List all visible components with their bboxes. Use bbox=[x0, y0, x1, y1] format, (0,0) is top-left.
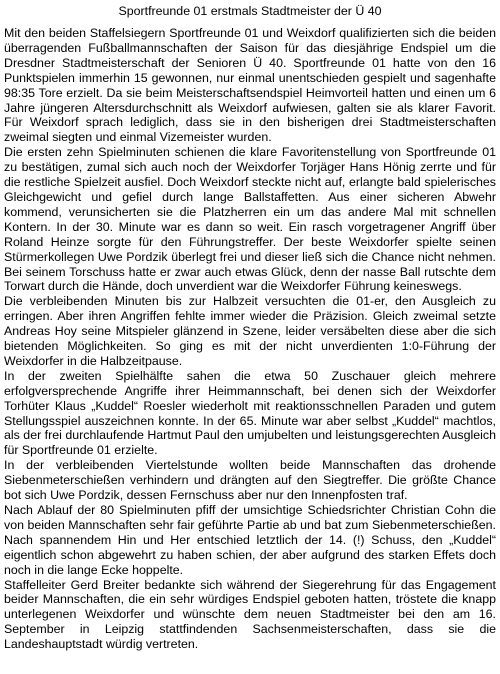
paragraph-penalty-shootout: Nach Ablauf der 80 Spielminuten pfiff der umsichtige Schiedsrichter Christian Cohn die von beiden Mannschaften sehr fair geführte Partie ab und bat zum Siebenmeterschießen. Nach spannendem Hin und Her entschied letztlich der 14. (!) Schuss, den „Kuddel“ eigentlich schon abgewehrt zu haben schien, der aber aufgrund des starken Effets doch noch in die lange Ecke hoppelte. bbox=[4, 503, 496, 577]
paragraph-final-quarter: In der verbleibenden Viertelstunde wollten beide Mannschaften das drohende Siebenmeterschießen verhindern und drängten auf den Siegtreffer. Die größte Chance bot sich Uwe Pordzik, dessen Fernschuss aber nur den Innenpfosten traf. bbox=[4, 458, 496, 503]
paragraph-second-half: In der zweiten Spielhälfte sahen die etwa 50 Zuschauer gleich mehrere erfolgversprechende Angriffe ihrer Heimmannschaft, bei denen sich der Weixdorfer Torhüter Klaus „Kuddel“ Roesler wiederholt mit reaktionsschnellen Paraden und gutem Stellungsspiel auszeichnen konnte. In der 65. Minute war aber selbst „Kuddel“ machtlos, als der frei durchlaufende Hartmut Paul den umjubelten und leistungsgerechten Ausgleich für Sportfreunde 01 erzielte. bbox=[4, 368, 496, 458]
paragraph-award-ceremony: Staffelleiter Gerd Breiter bedankte sich während der Siegerehrung für das Engagement beider Mannschaften, die ein sehr würdiges Endspiel geboten hatten, tröstete die knapp unterlegenen Weixdorfer und wünschte dem neuen Stadtmeister bei den am 16. September in Leipzig stattfindenden Sachsenmeisterschaften, dass sie die Landeshauptstadt würdig vertreten. bbox=[4, 577, 496, 652]
paragraph-intro: Mit den beiden Staffelsiegern Sportfreunde 01 und Weixdorf qualifizierten sich die beiden überragenden Fußballmannschaften der Saison für das diesjährige Endspiel um die Dresdner Stadtmeisterschaft der Senioren Ü 40. Sportfreunde 01 hatte von den 16 Punktspielen immerhin 15 gewonnen, nur einmal unentschieden gespielt und sagenhafte 98:35 Tore erzielt. Da sie beim Meisterschaftsendspiel Heimvorteil hatten und einen um 6 Jahre jüngeren Altersdurchschnitt als Weixdorf aufwiesen, galten sie als klarer Favorit. Für Weixdorf sprach lediglich, dass sie in den bisherigen drei Stadtmeisterschaften zweimal siegten und einmal Vizemeister wurden. bbox=[4, 26, 496, 145]
paragraph-before-halftime: Die verbleibenden Minuten bis zur Halbzeit versuchten die 01-er, den Ausgleich zu erringen. Aber ihren Angriffen fehlte immer wieder die Präzision. Gleich zweimal setzte Andreas Hoy seine Mitspieler glänzend in Szene, leider versäbelten diese aber die sich bietenden Möglichkeiten. So ging es mit der nicht unverdienten 1:0-Führung der Weixdorfer in die Halbzeitpause. bbox=[4, 294, 496, 368]
article-title: Sportfreunde 01 erstmals Stadtmeister der Ü 40 bbox=[118, 4, 382, 18]
article bbox=[4, 0, 496, 652]
paragraph-first-half: Die ersten zehn Spielminuten schienen die klare Favoritenstellung von Sportfreunde 01 zu bestätigen, zumal sich auch noch der Weixdorfer Torjäger Hans Hönig zerrte und für die restliche Spielzeit ausfiel. Doch Weixdorf steckte nicht auf, erlangte bald spielerisches Gleichgewicht und gefiel durch lange Ballstaffetten. Aus einer sicheren Abwehr kommend, verunsicherten sie die Platzherren ein um das andere Mal mit schnellen Kontern. In der 30. Minute war es dann so weit. Ein rasch vorgetragener Angriff über Roland Heinze sorgte für den Führungstreffer. Der beste Weixdorfer spielte seinen Stürmerkollegen Uwe Pordzik überlegt frei und dieser ließ sich die Chance nicht nehmen. Bei seinem Torschuss hatte er zwar auch etwas Glück, denn der nasse Ball rutschte dem Torwart durch die Hände, doch unverdient war die Weixdorfer Führung keineswegs. bbox=[4, 145, 496, 294]
